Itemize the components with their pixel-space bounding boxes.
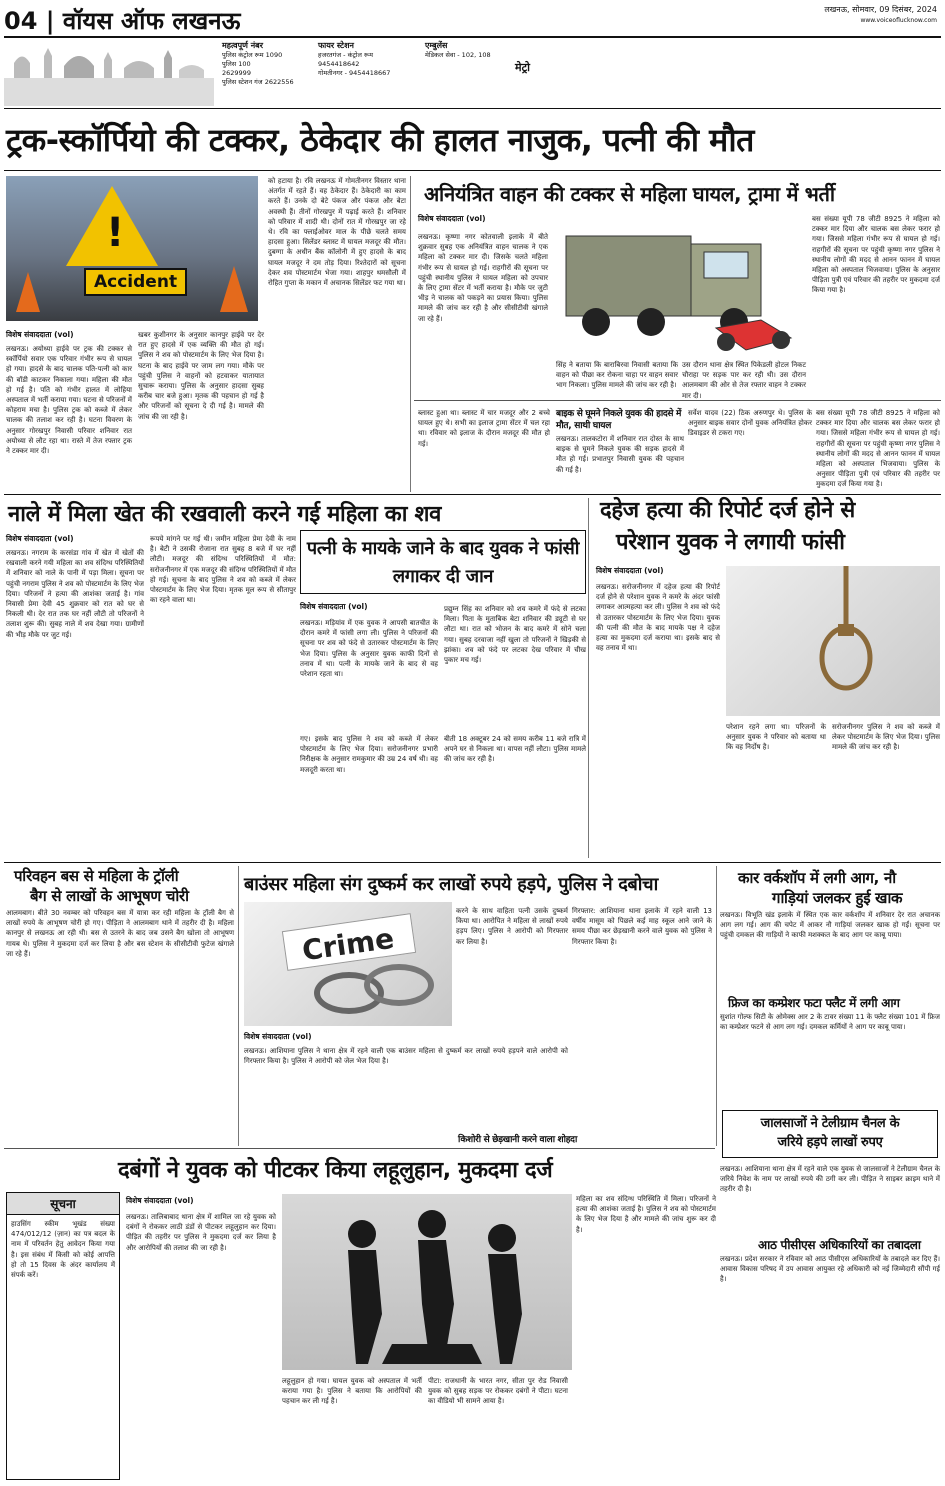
story9-headline-line1: जालसाजों ने टेलीग्राम चैनल के: [760, 1116, 900, 1131]
lead-body-col2: खबर कुशीनगर के अनुसार कानपुर हाईवे पर देर रात हुए हादसे में एक व्यक्ति की मौत हो गई। पुलिस ने शव को पोस्टमार्टम के लिए भेज दिया है। घटना के बाद हाईवे पर जाम लग गया। मौके पर पहुंची पुलिस ने वाहनों को हटवाकर यातायात सुचारू कराया। पुलिस के अनुसार हादसा सुबह करीब चार बजे हुआ। मृतक की पहचान हो गई है और परिजनों को सूचना दे दी गई है। मामले की जांच की जा रही है।: [138, 331, 264, 421]
story6-body: आलमबाग। बीते 30 नवम्बर को परिवहन बस में यात्रा कर रही महिला के ट्रॉली बैग से लाखों रुपये के आभूषण चोरी हो गए। पीड़िता ने आलमबाग थाने में तहरीर दी है। महिला कानपुर से लखनऊ आ रही थी। बस से उतरने के बाद जब उसने बैग खोला तो आभूषण गायब थे। पुलिस ने मुकदमा दर्ज कर लिया है और बस स्टेशन के सीसीटीवी फुटेज खंगाले जा रहे हैं।: [6, 909, 234, 958]
story10-headline: दबंगों ने युवक को पीटकर किया लहूलुहान, मुकदमा दर्ज: [118, 1158, 553, 1183]
story7-body-col2: गिरफ्तार: आशियाना थाना इलाके में रहने वाली 13 वर्षीय मासूम को पिछले कई माह स्कूल आने जाने के समय पीछा कर छेड़खानी करने वाले युवक को पुलिस ने गिरफ्तार किया है।: [572, 907, 712, 946]
story8-headline-line1: कार वर्कशॉप में लगी आग, नौ: [738, 869, 896, 887]
important-numbers-title: महत्वपूर्ण नंबर: [222, 41, 263, 50]
issue-date: लखनऊ, सोमवार, 09 दिसंबर, 2024: [824, 5, 937, 14]
story10-body-col1: लखनऊ। तालिबाबाद थाना क्षेत्र में शामिल जा रहे युवक को दबंगों ने रोककर लाठी डंडों से पीटकर लहूलुहान कर दिया। पीड़ित की तहरीर पर पुलिस ने मुकदमा दर्ज कर लिया है और आरोपियों की तलाश की जा रही है।: [126, 1213, 276, 1252]
lead-body-col1: लखनऊ। अयोध्या हाईवे पर ट्रक की टक्कर से स्कॉर्पियो सवार एक परिवार गंभीर रूप से घायल हो गया। हादसे के बाद चालक पति-पत्नी को कार की बॉडी काटकर निकाला गया। महिला की मौत हो गई है। पति को गंभीर हालत में लोहिया अस्पताल में भर्ती कराया गया। घटना से परिजनों में कोहराम मचा है। पुलिस ट्रक को कब्जे में लेकर चालक की तलाश कर रही है। घटना विवरण के अनुसार गोरखपुर निवासी परिवार शनिवार रात अयोध्या से लौट रहा था। रास्ते में तेज रफ्तार ट्रक ने टक्कर मार दी।: [6, 345, 132, 456]
story10-body-col3: पीटा: राजधानी के भारत नगर, सीता पुर रोड निवासी युवक को सुबह सड़क पर रोककर दबंगों ने पीटा। घटना का वीडियो भी सामने आया है।: [428, 1377, 568, 1406]
story3-headline: नाले में मिला खेत की रखवाली करने गई महिला का शव: [8, 502, 442, 527]
story8-body-col2: सुशांत गोल्फ सिटी के ओमेक्स आर 2 के टावर संख्या 11 के फ्लैट संख्या 101 में फ्रिज का कम्प्रेशर फटने से आग लग गई। दमकल कर्मियों ने आग पर काबू पाया।: [720, 1013, 940, 1032]
lucknow-skyline-icon: [4, 38, 214, 106]
story5-byline: विशेष संवाददाता (vol): [596, 566, 664, 575]
story5-headline-line2: परेशान युवक ने लगायी फांसी: [616, 530, 845, 555]
story4-body-col1: लखनऊ। मड़ियांव में एक युवक ने आपसी बातचीत के दौरान कमरे में फांसी लगा ली। पुलिस ने परिजनों की सूचना पर शव को फंदे से उतारकर पोस्टमार्टम के लिए भेज दिया। पुलिस के अनुसार युवक काफी दिनों से तनाव में था। पत्नी के मायके जाने के बाद से वह परेशान रहता था।: [300, 619, 438, 679]
story8-body-col1: लखनऊ। विभूति खंड इलाके में स्थित एक कार वर्कशॉप में शनिवार देर रात अचानक आग लग गई। आग की चपेट में आकर नौ गाड़ियां जलकर खाक हो गईं। सूचना पर पहुंची दमकल की गाड़ियों ने काफी मशक्कत के बाद आग पर काबू पाया।: [720, 911, 940, 940]
ambulance: एम्बुलेंस मेडिकल सेवा - 102, 108: [425, 40, 515, 60]
story2-body-col6: लखनऊ। तालकटोरा में शनिवार रात दोस्त के साथ बाइक से घूमने निकले युवक की सड़क हादसे में मौत हो गई। प्रभातपुर निवासी युवक की पहचान की गई है।: [556, 435, 684, 474]
story6-headline-line1: परिवहन बस से महिला के ट्रॉली: [14, 867, 179, 885]
story3-byline: विशेष संवाददाता (vol): [6, 534, 74, 543]
truck-illustration: [556, 208, 806, 358]
story2-byline: विशेष संवाददाता (vol): [418, 214, 486, 223]
notice-box: [6, 1192, 120, 1480]
story4-headline: पत्नी के मायके जाने के बाद युवक ने फांसी लगाकर दी जान: [306, 538, 580, 587]
story3-body-col2: रूपये मांगने पर गई थी। जमीन महिला प्रेमा देवी के नाम है। बेटी ने उसकी रोजाना रात सुबह 8 बजे में घर नहीं लौटी। मजदूर की संदिग्ध परिस्थितियों में मौत: सरोजनीनगर में एक मजदूर की संदिग्ध परिस्थितियों में मौत हो गई। सूचना के बाद पुलिस ने शव को कब्जे में लेकर पोस्टमार्टम के लिए भेज दिया। मृतक मूल रूप से सीतापुर का रहने वाला था।: [150, 535, 296, 605]
story5-body-col3: सरोजनीनगर पुलिस ने शव को कब्जे में लेकर पोस्टमार्टम के लिए भेज दिया। पुलिस मामले की जांच कर रही है।: [832, 723, 940, 752]
noose-image: [726, 566, 940, 716]
story7-subhead: किशोरी से छेड़खानी करने वाला शोहदा: [458, 1135, 577, 1145]
page-title: 04 | वॉयस ऑफ लखनऊ: [4, 7, 241, 35]
section-label: मेट्रो: [515, 61, 530, 74]
fire-station: फायर स्टेशन हजरतगंज - कंट्रोल रूम 9454418642 गोमतीनगर - 9454418667: [318, 40, 418, 78]
story10-byline: विशेष संवाददाता (vol): [126, 1196, 194, 1205]
story4-body-col2: प्रद्युम्न सिंह का शनिवार को शव कमरे में फंदे से लटका मिला। पिता के मुताबिक बेटा शनिवार की ड्यूटी से घर लौटा था। रात को भोजन के बाद कमरे में सोने चला गया। सुबह दरवाजा नहीं खुला तो परिजनों ने खिड़की से झांका। शव को फंदे पर लटका देख परिवार में चीख पुकार मच गई।: [444, 605, 586, 665]
story10-body-col2: लहूलुहान हो गया। घायल युवक को अस्पताल में भर्ती कराया गया है। पुलिस ने बताया कि आरोपियों की पहचान कर ली गई है।: [282, 1377, 422, 1406]
story2-body-col7: सर्वेश यादव (22) ठिक अरुणपुर थे। पुलिस के अनुसार बाइक सवार दोनों युवक अनियंत्रित होकर डिवाइडर से टकरा गए।: [688, 409, 812, 438]
accident-label: Accident: [84, 268, 187, 296]
crime-image: [244, 902, 452, 1026]
fire-station-title: फायर स्टेशन: [318, 41, 354, 50]
story2-subhead: बाइक से घूमने निकले युवक की हादसे में मौत, साथी घायल: [556, 409, 682, 431]
story2-body-col2: सिंह ने बताया कि बाराबिरवा निवासी बताया कि वाहन को पीछा कर रोकना चाहा पर वाहन सवार भाग निकला। पुलिस मामले की जांच कर रही है।: [556, 361, 678, 390]
story7-byline: विशेष संवाददाता (vol): [244, 1032, 312, 1041]
story4-byline: विशेष संवाददाता (vol): [300, 602, 368, 611]
story8-headline-line2: गाड़ियां जलकर हुई खाक: [772, 889, 903, 907]
story2-body-col5: ब्लास्ट हुआ था। ब्लास्ट में चार मजदूर और 2 बच्चे घायल हुए थे। सभी का इलाज ट्रामा सेंटर में चल रहा था। रविवार को इलाज के दौरान मजदूर की मौत हो गई।: [418, 409, 550, 448]
ambulance-title: एम्बुलेंस: [425, 41, 448, 50]
assault-illustration: [282, 1194, 572, 1370]
important-numbers: महत्वपूर्ण नंबर पुलिस कंट्रोल रूम 1090 पुलिस 100 2629999 पुलिस स्टेशन गंज 2622556: [222, 40, 312, 87]
story7-body-col3: लखनऊ। आशियाना पुलिस ने थाना क्षेत्र में रहने वाली एक बाउंसर महिला से दुष्कर्म कर लाखों रुपये हड़पने वाले आरोपी को गिरफ्तार किया है। पुलिस ने आरोपी को जेल भेज दिया है।: [244, 1047, 568, 1066]
story9-body-col2: लखनऊ। प्रदेश सरकार ने रविवार को आठ पीसीएस अधिकारियों के तबादले कर दिए हैं। आवास विकास परिषद में उप आवास आयुक्त रहे अधिकारी को नई जिम्मेदारी सौंपी गई है।: [720, 1255, 940, 1284]
story7-headline: बाउंसर महिला संग दुष्कर्म कर लाखों रुपये हड़पे, पुलिस ने दबोचा: [244, 874, 658, 895]
story9-headline-line2: जरिये हड़पे लाखों रुपए: [777, 1135, 883, 1150]
story2-headline: अनियंत्रित वाहन की टक्कर से महिला घायल, ट्रामा में भर्ती: [424, 182, 835, 206]
lead-byline: विशेष संवाददाता (vol): [6, 330, 74, 339]
story8-subhead: फ्रिज का कम्प्रेशर फटा फ्लैट में लगी आग: [728, 996, 900, 1010]
story2-body-col4: बस संख्या यूपी 78 जीटी 8925 ने महिला को टक्कर मार दिया और चालक बस लेकर फरार हो गया। जिससे महिला गंभीर रूप से घायल हो गई। राहगीरों की सूचना पर पहुंची कृष्णा नगर पुलिस ने स्थानीय लोगों की मदद से आनन फानन में घायल महिला को अस्पताल भिजवाया। पुलिस के अनुसार पीड़िता पुत्री एवं परिवार की तहरीर पर मुकदमा दर्ज किया गया है।: [812, 215, 940, 295]
story9-subhead: आठ पीसीएस अधिकारियों का तबादला: [758, 1238, 921, 1252]
story4-body-col3: गए। इसके बाद पुलिस ने शव को कब्जे में लेकर पोस्टमार्टम के लिए भेज दिया। सरोजनीनगर प्रभारी निरीक्षक के अनुसार रामकुमार की उम्र 24 वर्ष थी। वह मजदूरी करता था।: [300, 735, 438, 774]
story4-body-col4: बीती 18 अक्टूबर 24 को समय करीब 11 बजे रात्रि में अपने घर से निकला था। वापस नहीं लौटा। पुलिस मामले की जांच कर रही है।: [444, 735, 586, 764]
story4-headline-box: [300, 530, 586, 594]
story2-body-col4-cont: बस संख्या यूपी 78 जीटी 8925 ने महिला को टक्कर मार दिया और चालक बस लेकर फरार हो गया। जिससे महिला गंभीर रूप से घायल हो गई। राहगीरों की सूचना पर पहुंची कृष्णा नगर पुलिस ने स्थानीय लोगों की मदद से आनन फानन में घायल महिला को अस्पताल भिजवाया। पुलिस के अनुसार पीड़िता पुत्री एवं परिवार की तहरीर पर मुकदमा दर्ज किया गया है।: [816, 409, 940, 489]
story6-headline-line2: बैग से लाखों के आभूषण चोरी: [30, 887, 189, 905]
lead-headline: ट्रक-स्कॉर्पियो की टक्कर, ठेकेदार की हालत नाजुक, पत्नी की मौत: [6, 121, 754, 159]
story10-body-col4: महिला का शव संदिग्ध परिस्थिति में मिला। परिजनों ने हत्या की आशंका जताई है। पुलिस ने शव को पोस्टमार्टम के लिए भेज दिया है और मामले की जांच शुरू कर दी है।: [576, 1195, 716, 1234]
story5-body-col1: लखनऊ। सरोजनीनगर में दहेज हत्या की रिपोर्ट दर्ज होने से परेशान युवक ने कमरे के अंदर फांसी लगाकर आत्महत्या कर ली। पुलिस ने शव को फंदे से उतारकर पोस्टमार्टम के लिए भेज दिया। युवक की पत्नी की मौत के बाद मायके पक्ष ने दहेज हत्या का मुकदमा दर्ज कराया था। इसके बाद से वह तनाव में था।: [596, 583, 720, 653]
notice-text: हाउसिंग स्कीम भूखंड संख्या 474/012/12 (ज़ान) का पत्र बदल के नाम में परिवर्तन हेतु आवेदन किया गया है। इस संबंध में किसी को कोई आपत्ति हो तो 15 दिवस के अंदर कार्यालय में संपर्क करें।: [11, 1220, 115, 1280]
story9-headline-box: [722, 1110, 938, 1158]
story5-headline-line1: दहेज हत्या की रिपोर्ट दर्ज होने से: [600, 498, 855, 523]
story2-body-col1: लखनऊ। कृष्णा नगर कोतवाली इलाके में बीते शुक्रवार सुबह एक अनियंत्रित वाहन चालक ने एक महिला को टक्कर मार दी। जिसके चलते महिला गंभीर रूप से घायल हो गई। राहगीरों की सूचना पर पहुंची स्थानीय पुलिस ने घायल महिला को उपचार के लिए ट्रामा सेंटर में भर्ती कराया है। मौके पर जुटी भीड़ ने चालक को पकड़ने का प्रयास किया। पुलिस मामले की जांच कर रही है और सीसीटीवी खंगाले जा रहे हैं।: [418, 233, 548, 323]
crime-label: Crime: [300, 921, 396, 968]
lead-body-col3: को हटाया है। रवि लखनऊ में गोमतीनगर विस्तार थाना अंतर्गत में रहते हैं। वह ठेकेदार हैं। ठेकेदारी का काम करते हैं। उनके दो बेटे पंकज और पंकज और बेटा अवस्थी हैं। तीनों गोरखपुर में पढ़ाई करते हैं। शनिवार को परिवार में शादी थी। दोनों रात में गोरखपुर जा रहे थे। रवि का फ्लाईओवर माल के पीछे चलते समय हादसा हुआ। सिलेंडर ब्लास्ट में घायल मजदूर की मौत। दुबग्गा के अधीन बैंक कॉलोनी में हुए हादसे के बाद घायल मजदूर ने दम तोड़ दिया। रिश्तेदारों को सूचना देकर शव पोस्टमार्टम भेजा गया। शाहपुर थमसौली में रोहित गुप्ता के मकान में अचानक सिलेंडर फट गया था।: [268, 177, 406, 288]
story5-body-col2: परेशान रहने लगा था। परिजनों के अनुसार युवक ने परिवार को बताया था कि वह निर्दोष है।: [726, 723, 826, 752]
story3-body-col1: लखनऊ। नगराम के करसंडा गांव में खेत में खेतों की रखवाली करने गयी महिला का शव संदिग्ध परिस्थितियों में शनिवार को नाले के पानी में पड़ा मिला। सूचना पर पहुंची नगराम पुलिस ने शव को पोस्टमार्टम के लिए भेज दिया। परिजनों ने हत्या की आशंका जताई है। गांव निवासी प्रेमा देवी 45 शुक्रवार को रात को घर से निकली थी। देर रात तक घर नहीं लौटी तो परिजनों ने तलाश शुरू की। सुबह नाले में शव देखा गया। ग्रामीणों की भीड़ मौके पर जुट गई।: [6, 549, 144, 639]
notice-title: सूचना: [7, 1193, 119, 1215]
story2-body-col3: उस दौरान थाना क्षेत्र स्थित पिकेडली होटल निकट चौराहा पर सड़क पार कर रही थी। उस दौरान आलमबाग की ओर से तेज रफ्तार वाहन ने टक्कर मार दी।: [682, 361, 806, 400]
story9-body-col1: लखनऊ। आशियाना थाना क्षेत्र में रहने वाले एक युवक से जालसाजों ने टेलीग्राम चैनल के जरिये निवेश के नाम पर लाखों रुपये की ठगी कर ली। पीड़ित ने साइबर क्राइम थाने में तहरीर दी है।: [720, 1165, 940, 1194]
website-link[interactable]: www.voiceoflucknow.com: [860, 17, 937, 24]
accident-image: ! Accident: [6, 176, 258, 321]
story7-body-col1: करने के साथ वाहिता पत्नी उसके दुष्कर्म किया था। आरोपित ने महिला से लाखों रुपये हड़प लिए। पुलिस ने आरोपी को गिरफ्तार कर लिया है।: [456, 907, 568, 946]
